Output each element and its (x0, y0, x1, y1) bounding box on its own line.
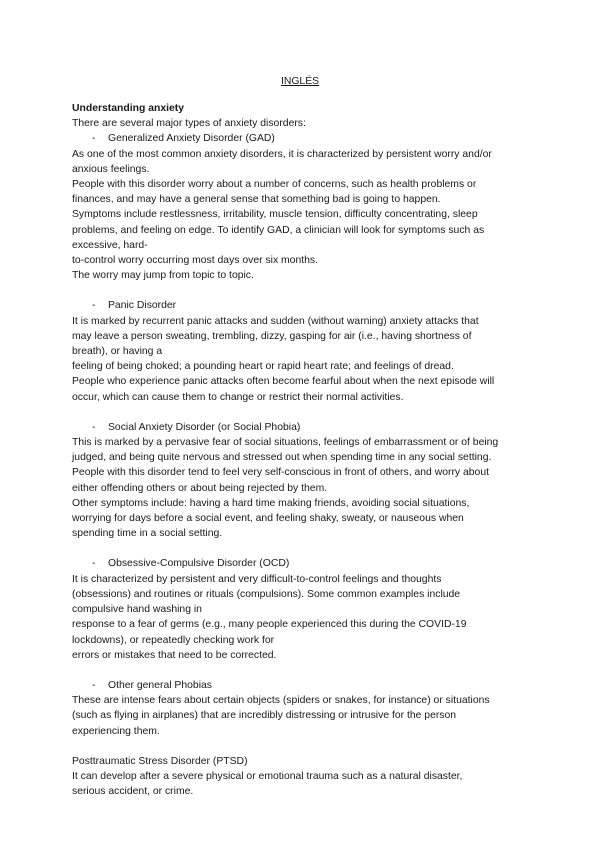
text-line: to-control worry occurring most days over six months. (72, 255, 318, 267)
paragraph-panic (72, 314, 538, 405)
bullet-label: Generalized Anxiety Disorder (GAD) (108, 133, 275, 145)
paragraph-gad (72, 147, 538, 284)
bullet-dash: - (92, 421, 96, 433)
bullet-dash: - (92, 679, 96, 691)
text-line: worrying for days before a social event, and feeling shaky, sweaty, or nauseous when (72, 513, 464, 525)
text-line: excessive, hard- (72, 239, 148, 251)
bullet-label: Panic Disorder (108, 300, 177, 312)
text-line: Symptoms include restlessness, irritability, muscle tension, difficulty concentrating, sleep (72, 209, 478, 221)
text-line: As one of the most common anxiety disorders, it is characterized by persistent worry and/or (72, 148, 492, 160)
text-line: It is characterized by persistent and very difficult-to-control feelings and thoughts (72, 573, 442, 585)
bullet-panic (72, 298, 538, 313)
text-line: People with this disorder tend to feel very self-conscious in front of others, and worry about (72, 467, 489, 479)
paragraph-ptsd (72, 769, 538, 799)
paragraph-phobias (72, 693, 538, 739)
text-line: spending time in a social setting. (72, 528, 223, 540)
text-line: compulsive hand washing in (72, 604, 202, 616)
bullet-label: Obsessive-Compulsive Disorder (OCD) (108, 558, 290, 570)
text-line: lockdowns), or repeatedly checking work for (72, 634, 275, 646)
page-title: INGLÉS (280, 76, 320, 87)
bullet-dash: - (92, 133, 96, 145)
text-line: People who experience panic attacks often become fearful about when the next episode will (72, 376, 495, 388)
text-line: These are intense fears about certain objects (spiders or snakes, for instance) or situations (72, 695, 490, 707)
text-line: It is marked by recurrent panic attacks and sudden (without warning) anxiety attacks that (72, 315, 479, 327)
text-line: feeling of being choked; a pounding heart or rapid heart rate; and feelings of dread. (72, 361, 454, 373)
paragraph-ocd (72, 572, 538, 663)
text-line: Other symptoms include: having a hard time making friends, avoiding social situations, (72, 497, 470, 509)
text-line: People with this disorder worry about a number of concerns, such as health problems or (72, 179, 477, 191)
text-line: serious accident, or crime. (72, 786, 194, 798)
text-line: experiencing them. (72, 725, 160, 737)
text-line: (obsessions) and routines or rituals (compulsions). Some common examples include (72, 588, 461, 600)
text-line: errors or mistakes that need to be corrected. (72, 649, 277, 661)
text-line: occur, which can cause them to change or restrict their normal activities. (72, 391, 404, 403)
bullet-ocd (72, 556, 538, 571)
text-line: breath), or having a (72, 346, 163, 358)
bullet-dash: - (92, 558, 96, 570)
bullet-phobias (72, 678, 538, 693)
text-line: The worry may jump from topic to topic. (72, 270, 254, 282)
ptsd-heading: Posttraumatic Stress Disorder (PTSD) (72, 755, 248, 767)
paragraph-social (72, 435, 538, 541)
bullet-dash: - (92, 300, 96, 312)
section-heading: Understanding anxiety (72, 103, 185, 114)
text-line: finances, and may have a general sense that something bad is going to happen. (72, 194, 441, 206)
bullet-social (72, 420, 538, 435)
document-body (72, 101, 538, 799)
text-line: response to a fear of germs (e.g., many people experienced this during the COVID-19 (72, 619, 467, 631)
text-line: judged, and being quite nervous and stressed out when spending time in any social setting. (72, 452, 492, 464)
text-line: (such as flying in airplanes) that are incredibly distressing or intrusive for the person (72, 710, 457, 722)
intro-text: There are several major types of anxiety disorders: (72, 118, 306, 130)
bullet-gad (72, 131, 538, 146)
text-line: It can develop after a severe physical or emotional trauma such as a natural disaster, (72, 770, 463, 782)
bullet-label: Other general Phobias (108, 679, 212, 691)
bullet-label: Social Anxiety Disorder (or Social Phobia) (108, 421, 301, 433)
text-line: either offending others or about being rejected by them. (72, 482, 328, 494)
text-line: This is marked by a pervasive fear of social situations, feelings of embarrassment or of being (72, 437, 499, 449)
text-line: may leave a person sweating, trembling, dizzy, gasping for air (i.e., having shortness of (72, 330, 472, 342)
text-line: problems, and feeling on edge. To identify GAD, a clinician will look for symptoms such as (72, 224, 485, 236)
text-line: anxious feelings. (72, 163, 150, 175)
